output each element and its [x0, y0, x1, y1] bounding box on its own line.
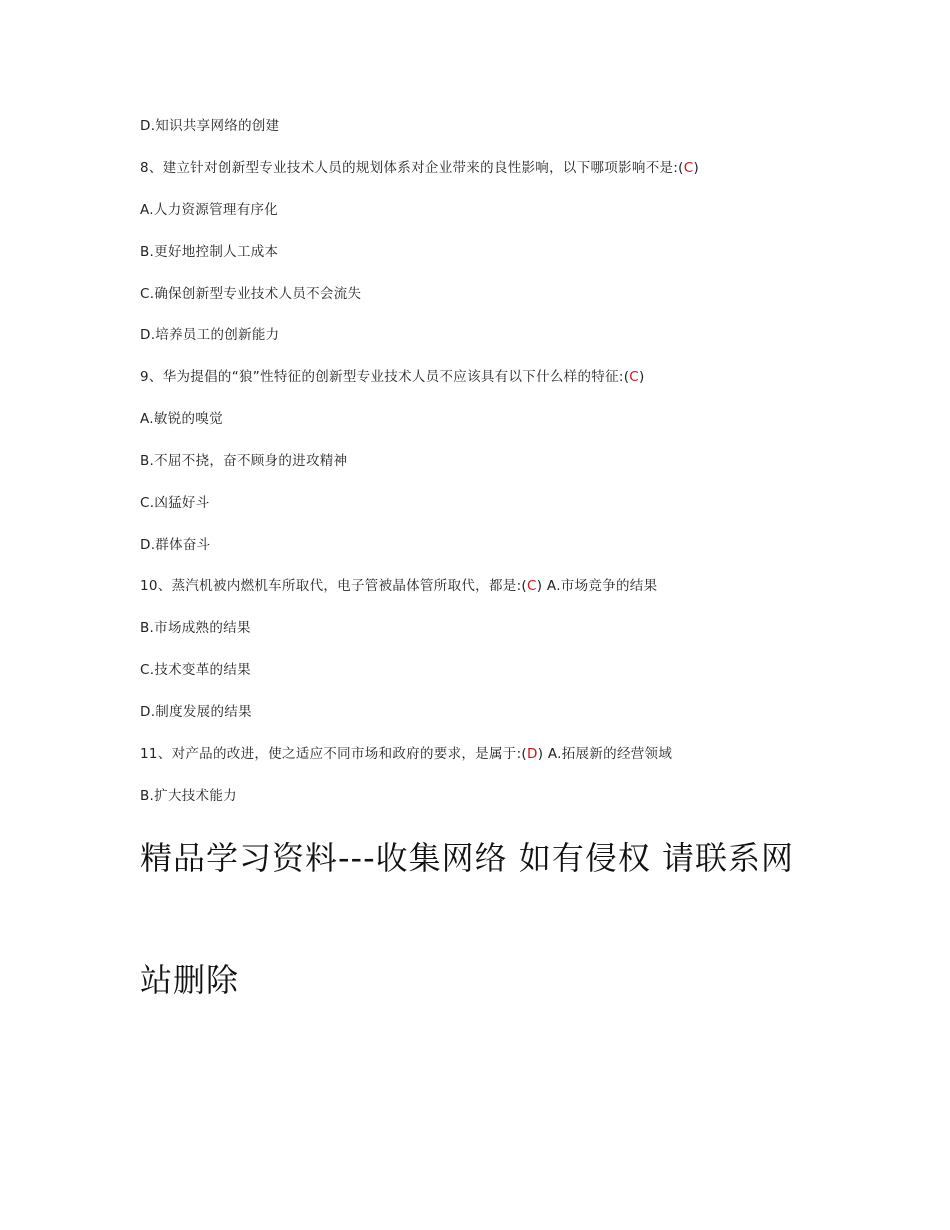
- answer-letter: C: [527, 578, 537, 594]
- option-line: B.不屈不挠，奋不顾身的进攻精神: [140, 453, 348, 469]
- option-line: D.培养员工的创新能力: [140, 327, 280, 343]
- option-line: C.确保创新型专业技术人员不会流失: [140, 286, 362, 302]
- option-line: B.市场成熟的结果: [140, 620, 251, 636]
- option-line: A.人力资源管理有序化: [140, 202, 279, 218]
- option-line: D.制度发展的结果: [140, 704, 252, 720]
- option-line: D.知识共享网络的创建: [140, 118, 280, 134]
- option-line: B.更好地控制人工成本: [140, 244, 279, 260]
- watermark-text-continued: 站删除: [140, 961, 240, 999]
- option-line: C.凶猛好斗: [140, 495, 210, 511]
- question-line: 11、对产品的改进，使之适应不同市场和政府的要求，是属于:(D) A.拓展新的经营领域: [140, 746, 673, 762]
- answer-letter: C: [629, 369, 640, 385]
- question-line: 10、蒸汽机被内燃机车所取代，电子管被晶体管所取代，都是:(C) A.市场竞争的结果: [140, 578, 658, 594]
- answer-letter: D: [527, 746, 538, 762]
- option-line: D.群体奋斗: [140, 537, 211, 553]
- question-line: 8、建立针对创新型专业技术人员的规划体系对企业带来的良性影响，以下哪项影响不是:(C): [140, 160, 700, 176]
- option-line: A.敏锐的嗅觉: [140, 411, 223, 427]
- option-line: C.技术变革的结果: [140, 662, 251, 678]
- watermark-text: 精品学习资料---收集网络 如有侵权 请联系网: [140, 839, 794, 877]
- answer-letter: C: [683, 160, 694, 176]
- option-line: B.扩大技术能力: [140, 788, 237, 804]
- question-line: 9、华为提倡的“狼”性特征的创新型专业技术人员不应该具有以下什么样的特征:(C): [140, 369, 645, 385]
